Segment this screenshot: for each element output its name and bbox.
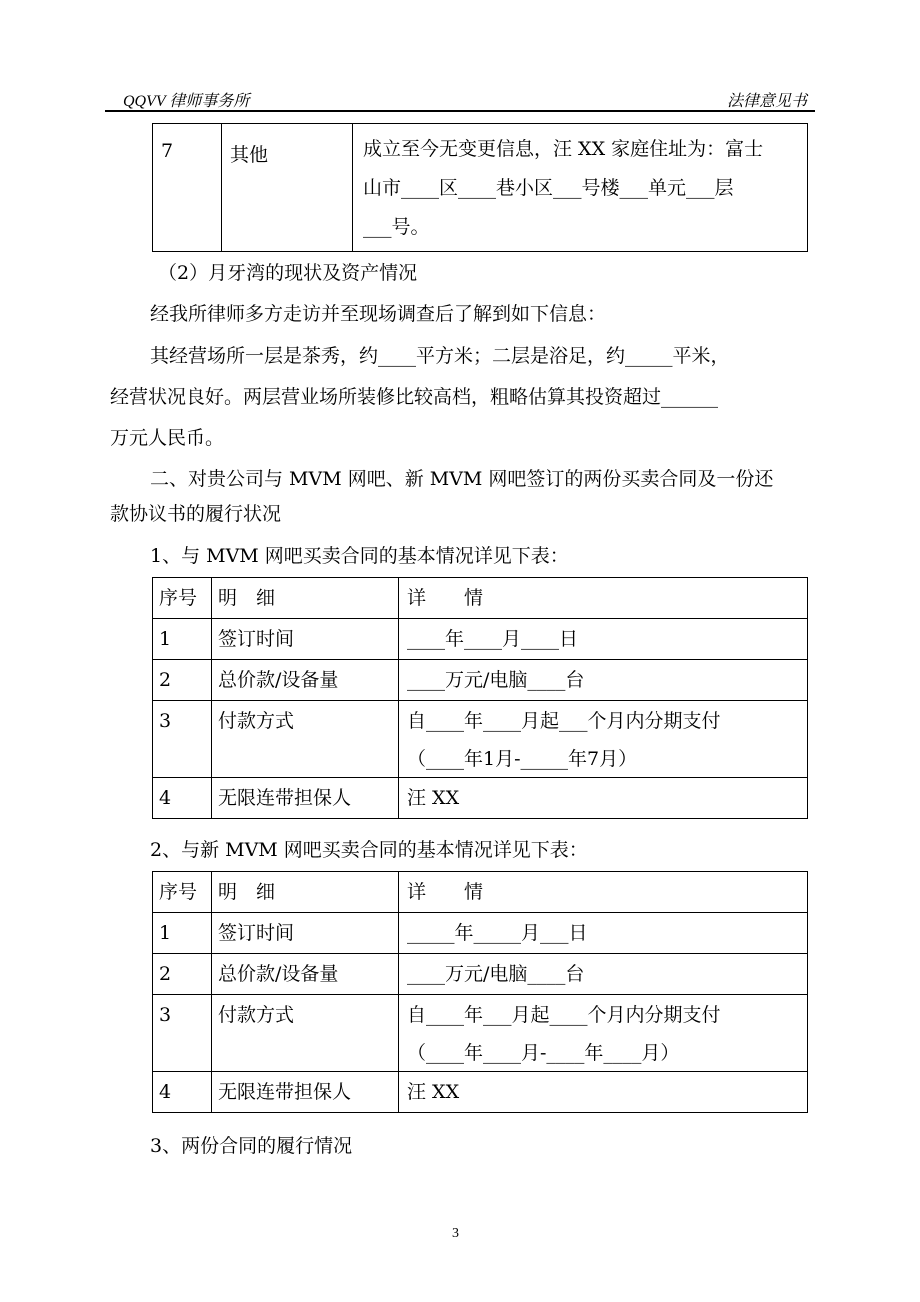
paragraph: 其经营场所一层是茶秀，约____平方米；二层是浴足，约_____平米，: [150, 345, 730, 367]
detail-line: （____年____月-____年____月）: [407, 1042, 680, 1064]
header-cell: 详 情: [399, 872, 808, 913]
page-number: 3: [452, 1226, 459, 1241]
row-detail: ____万元/电脑____台: [399, 660, 808, 701]
section-heading: （2）月牙湾的现状及资产情况: [158, 262, 418, 284]
row-number: 4: [153, 1072, 212, 1113]
row-item: 无限连带担保人: [212, 778, 399, 819]
table-row: [153, 619, 808, 660]
row-number: 3: [153, 701, 212, 778]
paragraph: 经我所律师多方走访并至现场调查后了解到如下信息：: [150, 303, 607, 325]
row-number: 1: [153, 913, 212, 954]
table-row: [153, 954, 808, 995]
table-row: [153, 995, 808, 1072]
table-row: [153, 1072, 808, 1113]
table-row: [153, 124, 808, 252]
paragraph: 1、与 MVM 网吧买卖合同的基本情况详见下表：: [150, 545, 569, 567]
row-detail: ____万元/电脑____台: [399, 954, 808, 995]
section-heading: 二、对贵公司与 MVM 网吧、新 MVM 网吧签订的两份买卖合同及一份还: [150, 468, 774, 490]
table-row: [153, 778, 808, 819]
table-header-row: [153, 578, 808, 619]
row-detail: [399, 701, 808, 778]
row-item: 付款方式: [212, 701, 399, 778]
row-detail: ____年____月____日: [399, 619, 808, 660]
header-cell: 序号: [153, 872, 212, 913]
row-item: 无限连带担保人: [212, 1072, 399, 1113]
row-number: 7: [153, 124, 222, 252]
detail-line: ___号。: [363, 216, 430, 238]
header-cell: 明 细: [212, 578, 399, 619]
paragraph: 经营状况良好。两层营业场所装修比较高档，粗略估算其投资超过______: [110, 386, 719, 408]
row-detail: [353, 124, 808, 252]
section-heading: 款协议书的履行状况: [110, 503, 282, 525]
paragraph: 3、两份合同的履行情况: [150, 1135, 353, 1157]
detail-line: 成立至今无变更信息，汪 XX 家庭住址为：富士: [363, 138, 764, 160]
row-item: 总价款/设备量: [212, 660, 399, 701]
paragraph: 万元人民币。: [110, 427, 225, 449]
row-detail: _____年_____月___日: [399, 913, 808, 954]
firm-name: QQVV 律师事务所: [123, 93, 250, 110]
table-row: [153, 701, 808, 778]
table-row: [153, 660, 808, 701]
detail-line: 自____年___月起____个月内分期支付: [407, 1004, 721, 1026]
header-cell: 详 情: [399, 578, 808, 619]
detail-line: 自____年____月起___个月内分期支付: [407, 710, 721, 732]
detail-line: 山市____区____巷小区___号楼___单元___层: [363, 177, 734, 199]
header-cell: 序号: [153, 578, 212, 619]
paragraph: 2、与新 MVM 网吧买卖合同的基本情况详见下表：: [150, 839, 588, 861]
row-item: 签订时间: [212, 913, 399, 954]
contract-table-1: [152, 577, 808, 819]
page-header: [105, 86, 815, 112]
row-item: 签订时间: [212, 619, 399, 660]
table-row: [153, 913, 808, 954]
row-detail: 汪 XX: [399, 1072, 808, 1113]
row-detail: [399, 995, 808, 1072]
row-item: 其他: [222, 124, 353, 252]
header-cell: 明 细: [212, 872, 399, 913]
info-table: [152, 123, 808, 252]
row-item: 总价款/设备量: [212, 954, 399, 995]
contract-table-2: [152, 871, 808, 1113]
detail-line: （____年1月-_____年7月）: [407, 748, 638, 770]
row-number: 2: [153, 660, 212, 701]
row-detail: 汪 XX: [399, 778, 808, 819]
row-number: 3: [153, 995, 212, 1072]
row-number: 2: [153, 954, 212, 995]
row-number: 4: [153, 778, 212, 819]
document-type: 法律意见书: [726, 93, 807, 110]
row-item: 付款方式: [212, 995, 399, 1072]
row-number: 1: [153, 619, 212, 660]
table-header-row: [153, 872, 808, 913]
